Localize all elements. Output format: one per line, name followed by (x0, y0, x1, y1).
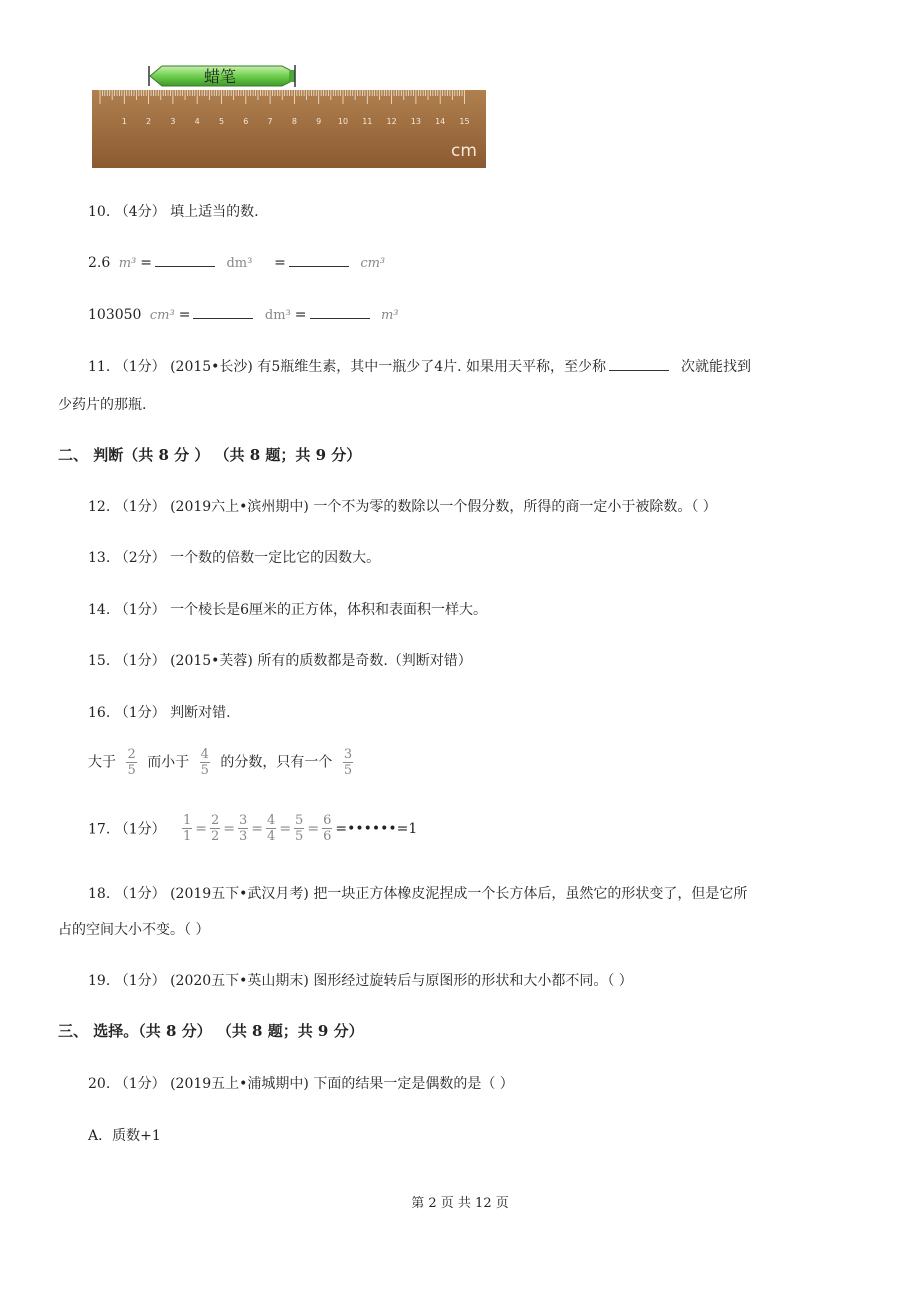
q10-l2-blank1[interactable] (193, 304, 253, 319)
q17-fraction-chain (179, 813, 418, 844)
q16-stem: 16. （1分） 判断对错. (88, 705, 231, 721)
q10-l1-eq1: = (140, 255, 152, 271)
fraction: $\frac{1}{1}$ (182, 813, 192, 844)
q11-stem-tail: 次就能找到 (680, 359, 751, 375)
fraction-4-5: $\frac{4}{5}$ (200, 747, 209, 778)
equals-sign: = (223, 820, 236, 837)
ruler-tick-label: 15 (459, 117, 470, 126)
ruler-tick-label: 12 (386, 117, 397, 126)
q10-l1-unit2: dm³ (226, 256, 253, 271)
ruler-tick-label: 3 (170, 117, 176, 126)
q13: 13. （2分） 一个数的倍数一定比它的因数大。 (88, 550, 381, 566)
q10-line1 (88, 252, 389, 271)
q10-line2 (88, 304, 403, 323)
q10-stem: 10. （4分） 填上适当的数. (88, 204, 259, 220)
q20-stem: 20. （1分） (2019五上•浦城期中) 下面的结果一定是偶数的是（ ） (88, 1076, 514, 1092)
q18-line2: 占的空间大小不变。（ ） (58, 922, 210, 938)
q10-l2-eq1: = (178, 307, 191, 323)
ruler-tick-label: 5 (218, 117, 225, 126)
fraction-2-5: $\frac{2}{5}$ (127, 747, 136, 778)
q16-text2: 而小于 (147, 754, 190, 771)
equals-sign: = (307, 820, 320, 837)
q10-l1-unit3: cm³ (360, 256, 386, 271)
ruler-unit: cm (451, 141, 477, 161)
q11-blank[interactable] (609, 356, 669, 371)
ruler-tick-label: 2 (146, 117, 152, 126)
ruler-tick-label: 1 (121, 117, 127, 126)
fraction: $\frac{5}{5}$ (295, 813, 304, 844)
q14: 14. （1分） 一个棱长是6厘米的正方体，体积和表面积一样大。 (88, 602, 487, 618)
q11-stem: 11. （1分） (2015•长沙) 有5瓶维生素，其中一瓶少了4片. 如果用天平称，至少称 (88, 359, 607, 375)
q10-l2-value: 103050 (88, 307, 142, 323)
equals-sign: = (251, 820, 264, 837)
q16-statement (88, 748, 359, 777)
q15: 15. （1分） (2015•芙蓉) 所有的质数都是奇数.（判断对错） (88, 653, 472, 669)
q12: 12. （1分） (2019六上•滨州期中) 一个不为零的数除以一个假分数，所得的商一定小于被除数。（ ） (88, 499, 717, 515)
q10-l1-blank2[interactable] (289, 252, 349, 267)
q19: 19. （1分） (2020五下•英山期末) 图形经过旋转后与原图形的形状和大小都不同。（ ） (88, 973, 633, 989)
section-3-title: 三、 选择。（共 8 分） （共 8 题；共 9 分） (58, 1022, 364, 1040)
ruler-tick-label: 6 (243, 117, 249, 126)
q11-line2: 少药片的那瓶. (58, 397, 147, 413)
q20-option-a[interactable]: A．质数+1 (88, 1128, 161, 1144)
crayon-label: 蜡笔 (203, 67, 237, 86)
q10-l1-blank1[interactable] (155, 252, 215, 267)
q10-l1-value: 2.6 (88, 255, 111, 271)
fraction-3-5: $\frac{3}{5}$ (343, 747, 353, 778)
equals-sign: = (195, 820, 207, 837)
q10-l2-unit3: m³ (380, 308, 399, 323)
q16-text3: 的分数，只有一个 (220, 754, 333, 771)
fraction: $\frac{3}{3}$ (239, 813, 248, 844)
ruler-tick-label: 13 (410, 117, 421, 126)
ruler-tick-label: 10 (337, 117, 349, 126)
q10-l1-unit1: m³ (118, 256, 137, 271)
fraction: $\frac{4}{4}$ (267, 813, 276, 844)
ruler-tick-label: 4 (194, 117, 200, 126)
q10-l1-eq2: = (274, 255, 286, 271)
q18-line1: 18. （1分） (2019五下•武汉月考) 把一块正方体橡皮泥捏成一个长方体后，虽然它的形状变了，但是它所 (88, 886, 748, 902)
ruler-tick-label: 11 (362, 117, 373, 126)
page-footer: 第 2 页 共 12 页 (411, 1196, 509, 1211)
equals-sign: = (279, 820, 292, 837)
fraction: $\frac{2}{2}$ (211, 813, 220, 844)
ruler-tick-label: 9 (316, 117, 322, 126)
section-2-title: 二、 判断（共 8 分 ） （共 8 题；共 9 分） (58, 446, 362, 464)
q17-stem: 17. （1分） (88, 821, 166, 838)
ruler-tick-label: 8 (291, 117, 297, 126)
ruler-figure (92, 62, 486, 168)
ruler-tick-label: 7 (267, 117, 273, 126)
q16-text1: 大于 (88, 754, 116, 771)
fraction: $\frac{6}{6}$ (323, 813, 332, 844)
q10-l2-blank2[interactable] (310, 304, 370, 319)
q17 (88, 814, 417, 843)
q11-line1 (88, 356, 751, 376)
ruler-tick-label: 14 (435, 117, 446, 126)
q10-l2-eq2: = (294, 307, 307, 323)
q17-tail: =••••••=1 (335, 820, 418, 837)
q10-l2-unit2: dm³ (264, 308, 291, 323)
q10-l2-unit1: cm³ (149, 308, 175, 323)
